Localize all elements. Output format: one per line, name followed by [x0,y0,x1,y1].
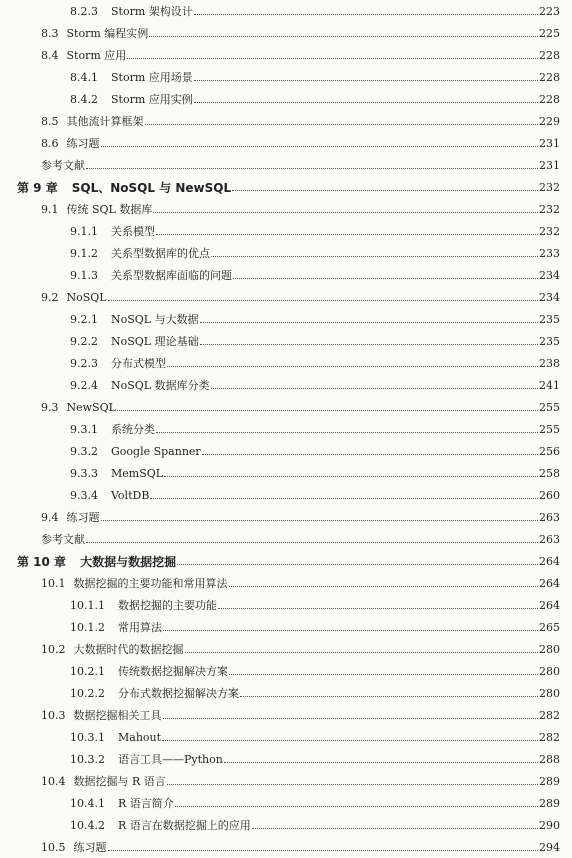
toc-entry-page: 255 [539,422,560,436]
toc-entry-number: 8.4.2 [70,92,98,106]
toc-entry-number: 9.3.4 [70,488,98,502]
toc-entry-number: 8.2.3 [70,4,98,18]
dot-leader [101,520,539,521]
dot-leader [185,652,539,653]
toc-entry-page: 256 [539,444,560,458]
toc-entry-page: 255 [539,400,560,414]
toc-entry-page: 238 [539,356,560,370]
toc-entry-number: 8.4 [41,48,59,62]
toc-entry-number: 第 10 章 [17,554,67,569]
toc-entry-ref [0,154,572,176]
toc-entry-page: 233 [539,246,560,260]
toc-entry-number: 9.1 [41,202,59,216]
toc-entry-sub [0,352,572,374]
toc-entry-sub [0,264,572,286]
dot-leader [86,542,538,543]
toc-entry-title: 分布式数据挖掘解决方案 [118,687,239,700]
toc-entry-title: NoSQL 与大数据 [111,313,199,326]
toc-entry-page: 258 [539,466,560,480]
dot-leader [108,850,539,851]
toc-entry-title: NoSQL 数据库分类 [111,379,210,392]
toc-entry-number: 8.6 [41,136,59,150]
toc-entry-number: 10.2 [41,642,66,656]
toc-entry-title: 关系型数据库面临的问题 [111,269,232,282]
toc-entry-title: Storm 应用 [66,49,127,62]
toc-entry-sub [0,660,572,682]
toc-entry-page: 290 [539,818,560,832]
toc-entry-number: 10.5 [41,840,66,854]
toc-entry-ref [0,528,572,550]
toc-entry-page: 228 [539,70,560,84]
toc-entry-sub [0,462,572,484]
dot-leader [86,168,538,169]
toc-entry-sub [0,66,572,88]
dot-leader [175,806,538,807]
dot-leader [194,102,538,103]
toc-entry-number: 8.3 [41,26,59,40]
toc-entry-title: 语言工具——Python [118,753,223,766]
toc-entry-page: 225 [539,26,560,40]
toc-entry-sub [0,308,572,330]
dot-leader [202,454,538,455]
toc-entry-title: 数据挖掘的主要功能 [118,599,217,612]
toc-entry-page: 232 [539,180,560,194]
toc-entry-sub [0,748,572,770]
toc-entry-chapter [0,176,572,198]
dot-leader [229,674,538,675]
toc-entry-title: VoltDB [111,488,150,502]
toc-entry-page: 282 [539,708,560,722]
dot-leader [224,762,538,763]
dot-leader [232,190,538,191]
toc-entry-section [0,286,572,308]
dot-leader [218,608,538,609]
toc-entry-number: 9.2.2 [70,334,98,348]
toc-entry-page: 228 [539,48,560,62]
dot-leader [211,388,538,389]
dot-leader [167,366,538,367]
toc-entry-title: 关系模型 [111,225,155,238]
toc-entry-sub [0,814,572,836]
toc-entry-title: Storm 编程实例 [66,27,149,40]
toc-entry-number: 10.2.2 [70,686,105,700]
toc-entry-page: 282 [539,730,560,744]
toc-entry-page: 231 [539,158,560,172]
toc-entry-section [0,770,572,792]
toc-entry-sub [0,88,572,110]
toc-entry-section [0,110,572,132]
toc-entry-title: Storm 应用场景 [111,71,193,84]
toc-entry-number: 10.3.2 [70,752,105,766]
toc-entry-sub [0,220,572,242]
toc-entry-sub [0,594,572,616]
toc-entry-sub [0,682,572,704]
toc-entry-title: 其他流计算框架 [66,115,144,128]
toc-entry-title: 大数据与数据挖掘 [80,554,177,569]
toc-entry-number: 9.1.2 [70,246,98,260]
dot-leader [163,630,538,631]
dot-leader [145,124,539,125]
dot-leader [167,784,538,785]
toc-entry-number: 10.3 [41,708,66,722]
toc-entry-sub [0,616,572,638]
dot-leader [156,234,538,235]
toc-entry-title: 传统 SQL 数据库 [66,203,153,216]
toc-entry-title: Storm 应用实例 [111,93,193,106]
toc-entry-title: 参考文献 [41,533,85,546]
toc-entry-number: 10.1.1 [70,598,105,612]
toc-entry-page: 264 [539,598,560,612]
toc-entry-section [0,836,572,858]
dot-leader [200,344,538,345]
toc-entry-page: 241 [539,378,560,392]
toc-entry-title: 练习题 [66,511,100,524]
toc-entry-title: 关系型数据库的优点 [111,247,210,260]
dot-leader [200,322,538,323]
toc-entry-page: 280 [539,664,560,678]
toc-entry-title: Google Spanner [111,444,201,458]
toc-entry-section [0,572,572,594]
toc-entry-sub [0,242,572,264]
dot-leader [162,740,538,741]
toc-entry-sub [0,374,572,396]
toc-entry-number: 10.1 [41,576,66,590]
toc-entry-title: 练习题 [66,137,100,150]
dot-leader [156,432,538,433]
dot-leader [233,278,538,279]
toc-entry-title: NewSQL [66,400,116,414]
toc-entry-title: NoSQL 理论基础 [111,335,199,348]
toc-entry-title: MemSQL [111,466,164,480]
toc-entry-page: 229 [539,114,560,128]
dot-leader [153,212,538,213]
dot-leader [194,14,538,15]
toc-entry-section [0,396,572,418]
dot-leader [240,696,538,697]
toc-entry-title: Mahout [118,730,162,744]
toc-entry-section [0,22,572,44]
toc-entry-page: 288 [539,752,560,766]
toc-entry-page: 263 [539,510,560,524]
toc-entry-number: 9.3.2 [70,444,98,458]
toc-entry-page: 232 [539,224,560,238]
toc-entry-page: 234 [539,268,560,282]
dot-leader [211,256,538,257]
toc-entry-page: 235 [539,334,560,348]
toc-entry-number: 10.1.2 [70,620,105,634]
toc-entry-page: 235 [539,312,560,326]
toc-entry-number: 8.4.1 [70,70,98,84]
toc-entry-number: 9.2.3 [70,356,98,370]
dot-leader [149,36,538,37]
toc-entry-page: 263 [539,532,560,546]
toc-entry-page: 264 [539,554,560,568]
toc-entry-number: 第 9 章 [17,180,58,195]
toc-entry-number: 9.1.1 [70,224,98,238]
toc-entry-section [0,132,572,154]
toc-entry-page: 265 [539,620,560,634]
toc-entry-page: 289 [539,796,560,810]
toc-entry-section [0,704,572,726]
toc-entry-title: R 语言简介 [118,797,174,810]
toc-entry-title: 数据挖掘与 R 语言 [73,775,166,788]
toc-entry-page: 231 [539,136,560,150]
toc-entry-page: 264 [539,576,560,590]
toc-entry-number: 8.5 [41,114,59,128]
dot-leader [163,718,539,719]
toc-entry-title: SQL、NoSQL 与 NewSQL [71,180,232,195]
toc-entry-sub [0,726,572,748]
toc-entry-number: 9.3.1 [70,422,98,436]
dot-leader [108,300,538,301]
toc-entry-number: 9.2 [41,290,59,304]
dot-leader [194,80,538,81]
toc-entry-chapter [0,550,572,572]
toc-entry-section [0,506,572,528]
toc-entry-title: R 语言在数据挖掘上的应用 [118,819,251,832]
toc-entry-number: 9.1.3 [70,268,98,282]
dot-leader [229,586,539,587]
toc-entry-number: 10.4.1 [70,796,105,810]
toc-entry-number: 9.3.3 [70,466,98,480]
dot-leader [117,410,538,411]
toc-entry-number: 10.3.1 [70,730,105,744]
dot-leader [150,498,538,499]
toc-entry-title: 传统数据挖掘解决方案 [118,665,228,678]
toc-entry-number: 9.2.4 [70,378,98,392]
toc-entry-number: 10.4.2 [70,818,105,832]
toc-entry-page: 280 [539,686,560,700]
dot-leader [127,58,538,59]
toc-entry-page: 289 [539,774,560,788]
toc-entry-page: 234 [539,290,560,304]
toc-entry-number: 10.4 [41,774,66,788]
toc-entry-page: 228 [539,92,560,106]
dot-leader [164,476,538,477]
toc-entry-title: NoSQL [66,290,107,304]
toc-entry-number: 9.4 [41,510,59,524]
toc-entry-title: 练习题 [73,841,107,854]
toc-entry-number: 9.2.1 [70,312,98,326]
toc-entry-section [0,44,572,66]
toc-entry-title: 参考文献 [41,159,85,172]
toc-entry-title: Storm 架构设计 [111,5,193,18]
dot-leader [101,146,539,147]
toc-entry-title: 系统分类 [111,423,155,436]
toc-entry-sub [0,418,572,440]
toc-entry-page: 232 [539,202,560,216]
toc-entry-sub [0,484,572,506]
toc-entry-section [0,198,572,220]
toc-entry-sub [0,440,572,462]
toc-entry-sub [0,330,572,352]
toc-entry-number: 10.2.1 [70,664,105,678]
toc-entry-page: 260 [539,488,560,502]
toc-entry-sub [0,792,572,814]
toc-entry-section [0,638,572,660]
toc-entry-title: 大数据时代的数据挖掘 [73,643,184,656]
toc-entry-page: 223 [539,4,560,18]
dot-leader [252,828,538,829]
toc-entry-page: 280 [539,642,560,656]
dot-leader [177,564,538,565]
toc-entry-sub [0,0,572,22]
toc-entry-title: 数据挖掘的主要功能和常用算法 [73,577,228,590]
toc-entry-number: 9.3 [41,400,59,414]
toc-entry-title: 常用算法 [118,621,162,634]
toc-entry-title: 分布式模型 [111,357,166,370]
toc-entry-title: 数据挖掘相关工具 [73,709,162,722]
toc-entry-page: 294 [539,840,560,854]
